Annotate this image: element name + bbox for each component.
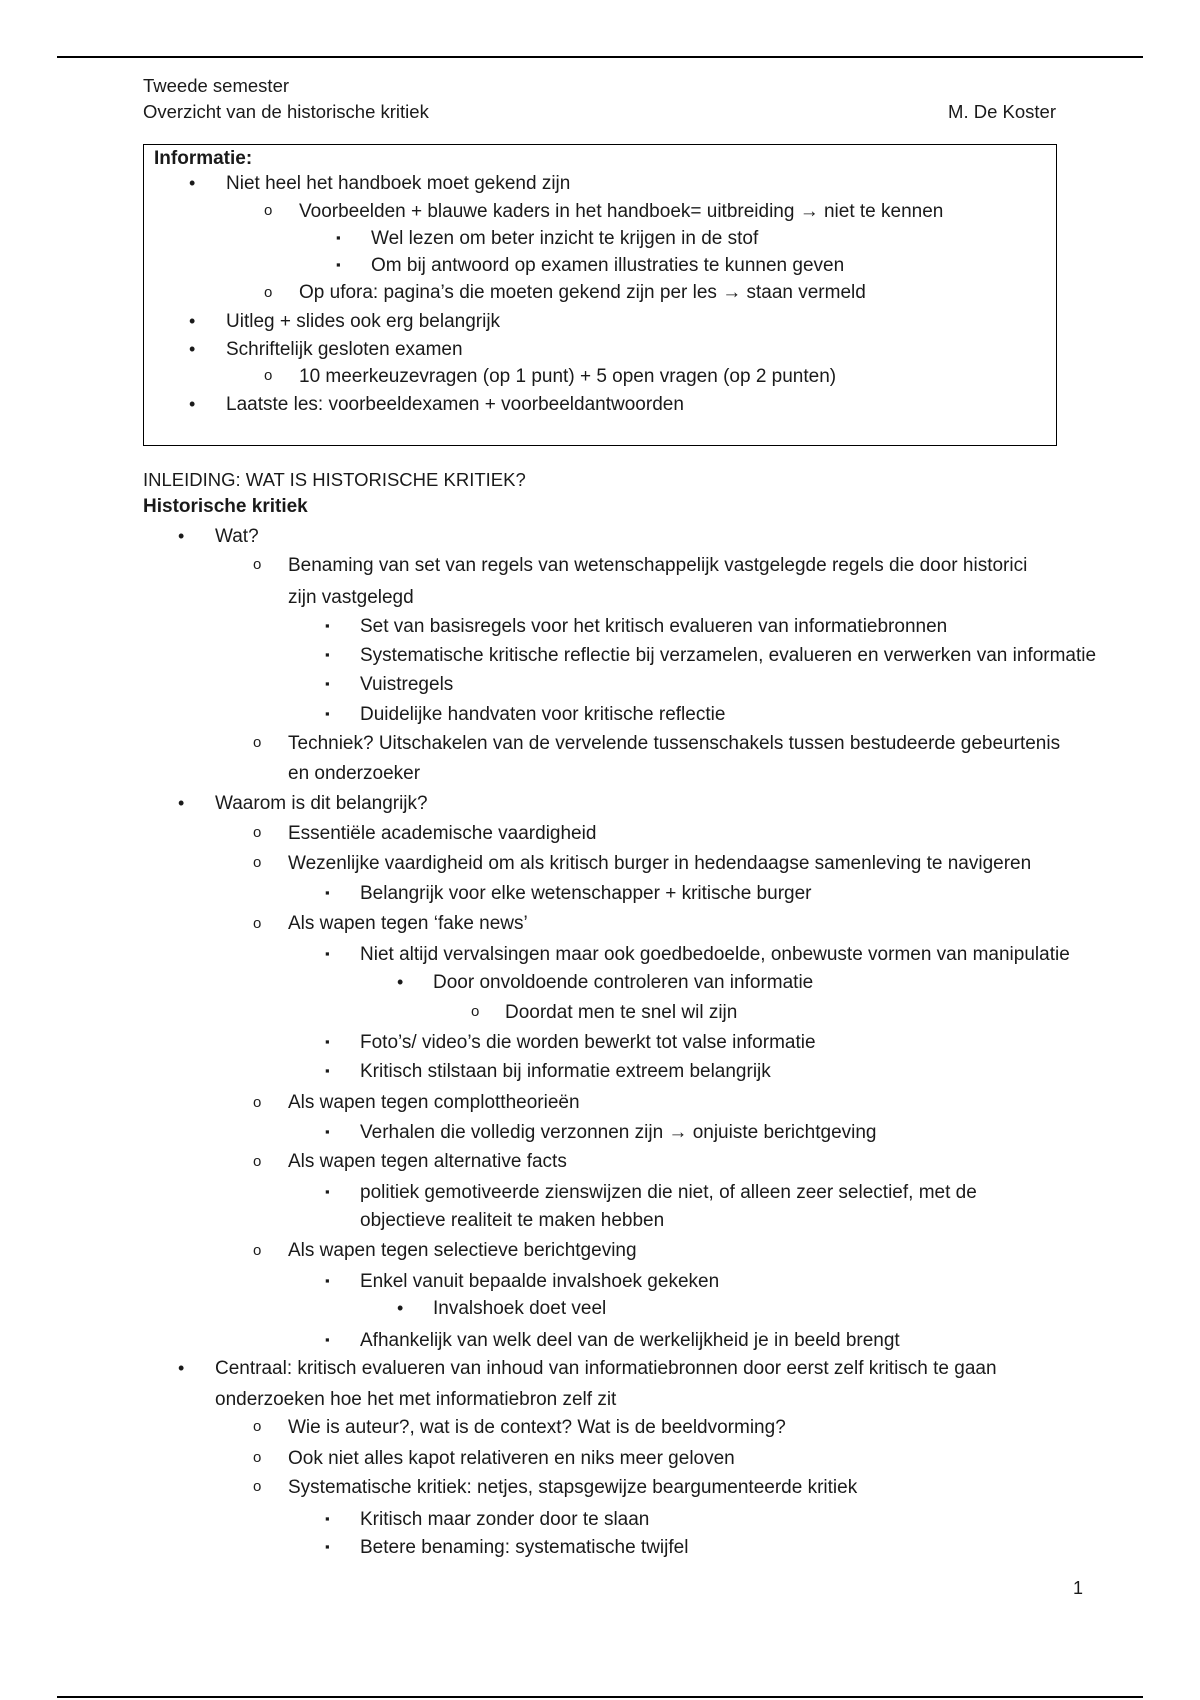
list-item: Afhankelijk van welk deel van de werkelijkheid je in beeld brengt	[360, 1330, 900, 1351]
bullet-square: ▪	[325, 1273, 330, 1288]
bullet-circle: o	[253, 824, 262, 841]
list-item: Systematische kritische reflectie bij verzamelen, evalueren en verwerken van informatie	[360, 645, 1097, 666]
bullet-circle: o	[471, 1003, 480, 1020]
list-item: Kritisch stilstaan bij informatie extreem belangrijk	[360, 1061, 771, 1082]
bullet-square: ▪	[325, 1332, 330, 1347]
list-item: en onderzoeker	[288, 763, 421, 784]
header-author: M. De Koster	[948, 101, 1056, 122]
bullet-circle: o	[264, 202, 273, 219]
list-item: Verhalen die volledig verzonnen zijn → onjuiste berichtgeving	[360, 1122, 877, 1143]
bullet-circle: o	[253, 854, 262, 871]
bullet-circle: o	[253, 1449, 262, 1466]
list-item: Essentiële academische vaardigheid	[288, 823, 597, 844]
info-item: Niet heel het handboek moet gekend zijn	[226, 173, 571, 194]
list-item: Door onvoldoende controleren van informatie	[433, 972, 814, 993]
list-item: Als wapen tegen alternative facts	[288, 1151, 567, 1172]
page-number: 1	[1073, 1578, 1084, 1598]
bullet-square: ▪	[325, 706, 330, 721]
list-item: Ook niet alles kapot relativeren en niks meer geloven	[288, 1448, 735, 1469]
bullet-dot: •	[178, 1358, 185, 1378]
bullet-circle: o	[253, 556, 262, 573]
info-title: Informatie:	[154, 148, 253, 169]
bullet-circle: o	[253, 1094, 262, 1111]
list-item: Wezenlijke vaardigheid om als kritisch burger in hedendaagse samenleving te navigeren	[288, 853, 1032, 874]
bullet-square: ▪	[325, 1511, 330, 1526]
info-item: Voorbeelden + blauwe kaders in het handboek= uitbreiding → niet te kennen	[299, 201, 944, 222]
list-item: objectieve realiteit te maken hebben	[360, 1210, 665, 1231]
bullet-circle: o	[264, 367, 273, 384]
list-item: Duidelijke handvaten voor kritische reflectie	[360, 704, 726, 725]
list-item: Waarom is dit belangrijk?	[215, 793, 428, 814]
list-item: Betere benaming: systematische twijfel	[360, 1537, 689, 1558]
list-item: Invalshoek doet veel	[433, 1298, 607, 1319]
bullet-dot: •	[189, 311, 196, 331]
bullet-circle: o	[253, 1418, 262, 1435]
info-item: Om bij antwoord op examen illustraties te kunnen geven	[371, 255, 845, 276]
list-item: Benaming van set van regels van wetenschappelijk vastgelegde regels die door historici	[288, 555, 1028, 576]
bullet-square: ▪	[325, 647, 330, 662]
bullet-square: ▪	[325, 1124, 330, 1139]
list-item: Als wapen tegen complottheorieën	[288, 1092, 580, 1113]
bullet-dot: •	[189, 173, 196, 193]
bullet-circle: o	[253, 1242, 262, 1259]
bullet-dot: •	[189, 339, 196, 359]
list-item: Enkel vanuit bepaalde invalshoek gekeken	[360, 1271, 720, 1292]
bullet-dot: •	[178, 793, 185, 813]
bullet-square: ▪	[325, 1184, 330, 1199]
list-item: Foto’s/ video’s die worden bewerkt tot valse informatie	[360, 1032, 816, 1053]
list-item: Als wapen tegen selectieve berichtgeving	[288, 1240, 637, 1261]
bullet-dot: •	[397, 1298, 404, 1318]
bullet-circle: o	[253, 734, 262, 751]
bullet-square: ▪	[325, 1539, 330, 1554]
list-item: Niet altijd vervalsingen maar ook goedbedoelde, onbewuste vormen van manipulatie	[360, 944, 1070, 965]
bullet-circle: o	[253, 1478, 262, 1495]
bullet-circle: o	[264, 284, 273, 301]
list-item: Wat?	[215, 526, 259, 547]
list-item: Centraal: kritisch evalueren van inhoud van informatiebronnen door eerst zelf kritisch te gaan	[215, 1358, 997, 1379]
list-item: Vuistregels	[360, 674, 454, 695]
bullet-square: ▪	[325, 676, 330, 691]
info-item: Op ufora: pagina’s die moeten gekend zijn per les → staan vermeld	[299, 282, 866, 303]
top-rule	[57, 56, 1143, 58]
bullet-circle: o	[253, 915, 262, 932]
list-item: politiek gemotiveerde zienswijzen die niet, of alleen zeer selectief, met de	[360, 1182, 977, 1203]
bullet-dot: •	[178, 526, 185, 546]
list-item: Kritisch maar zonder door te slaan	[360, 1509, 650, 1530]
bullet-circle: o	[253, 1153, 262, 1170]
bullet-dot: •	[189, 394, 196, 414]
bullet-square: ▪	[325, 885, 330, 900]
bullet-square: ▪	[336, 230, 341, 245]
list-item: onderzoeken hoe het met informatiebron zelf zit	[215, 1389, 617, 1410]
info-item: Laatste les: voorbeeldexamen + voorbeeldantwoorden	[226, 394, 684, 415]
bullet-dot: •	[397, 972, 404, 992]
section-heading: INLEIDING: WAT IS HISTORISCHE KRITIEK?	[143, 469, 526, 490]
info-item: Wel lezen om beter inzicht te krijgen in de stof	[371, 228, 759, 249]
list-item: Doordat men te snel wil zijn	[505, 1002, 738, 1023]
header-title: Overzicht van de historische kritiek	[143, 101, 429, 122]
bullet-square: ▪	[336, 257, 341, 272]
info-item: Uitleg + slides ook erg belangrijk	[226, 311, 501, 332]
bottom-rule	[57, 1696, 1143, 1698]
bullet-square: ▪	[325, 618, 330, 633]
section-subheading: Historische kritiek	[143, 496, 308, 517]
list-item: Belangrijk voor elke wetenschapper + kritische burger	[360, 883, 812, 904]
bullet-square: ▪	[325, 1063, 330, 1078]
list-item: Set van basisregels voor het kritisch evalueren van informatiebronnen	[360, 616, 948, 637]
list-item: Systematische kritiek: netjes, stapsgewijze beargumenteerde kritiek	[288, 1477, 858, 1498]
list-item: Als wapen tegen ‘fake news’	[288, 913, 528, 934]
bullet-square: ▪	[325, 1034, 330, 1049]
bullet-square: ▪	[325, 946, 330, 961]
info-item: 10 meerkeuzevragen (op 1 punt) + 5 open vragen (op 2 punten)	[299, 366, 837, 387]
header-semester: Tweede semester	[143, 75, 290, 96]
list-item: zijn vastgelegd	[288, 587, 414, 608]
info-item: Schriftelijk gesloten examen	[226, 339, 463, 360]
list-item: Techniek? Uitschakelen van de vervelende tussenschakels tussen bestudeerde gebeurtenis	[288, 733, 1061, 754]
list-item: Wie is auteur?, wat is de context? Wat is de beeldvorming?	[288, 1417, 786, 1438]
